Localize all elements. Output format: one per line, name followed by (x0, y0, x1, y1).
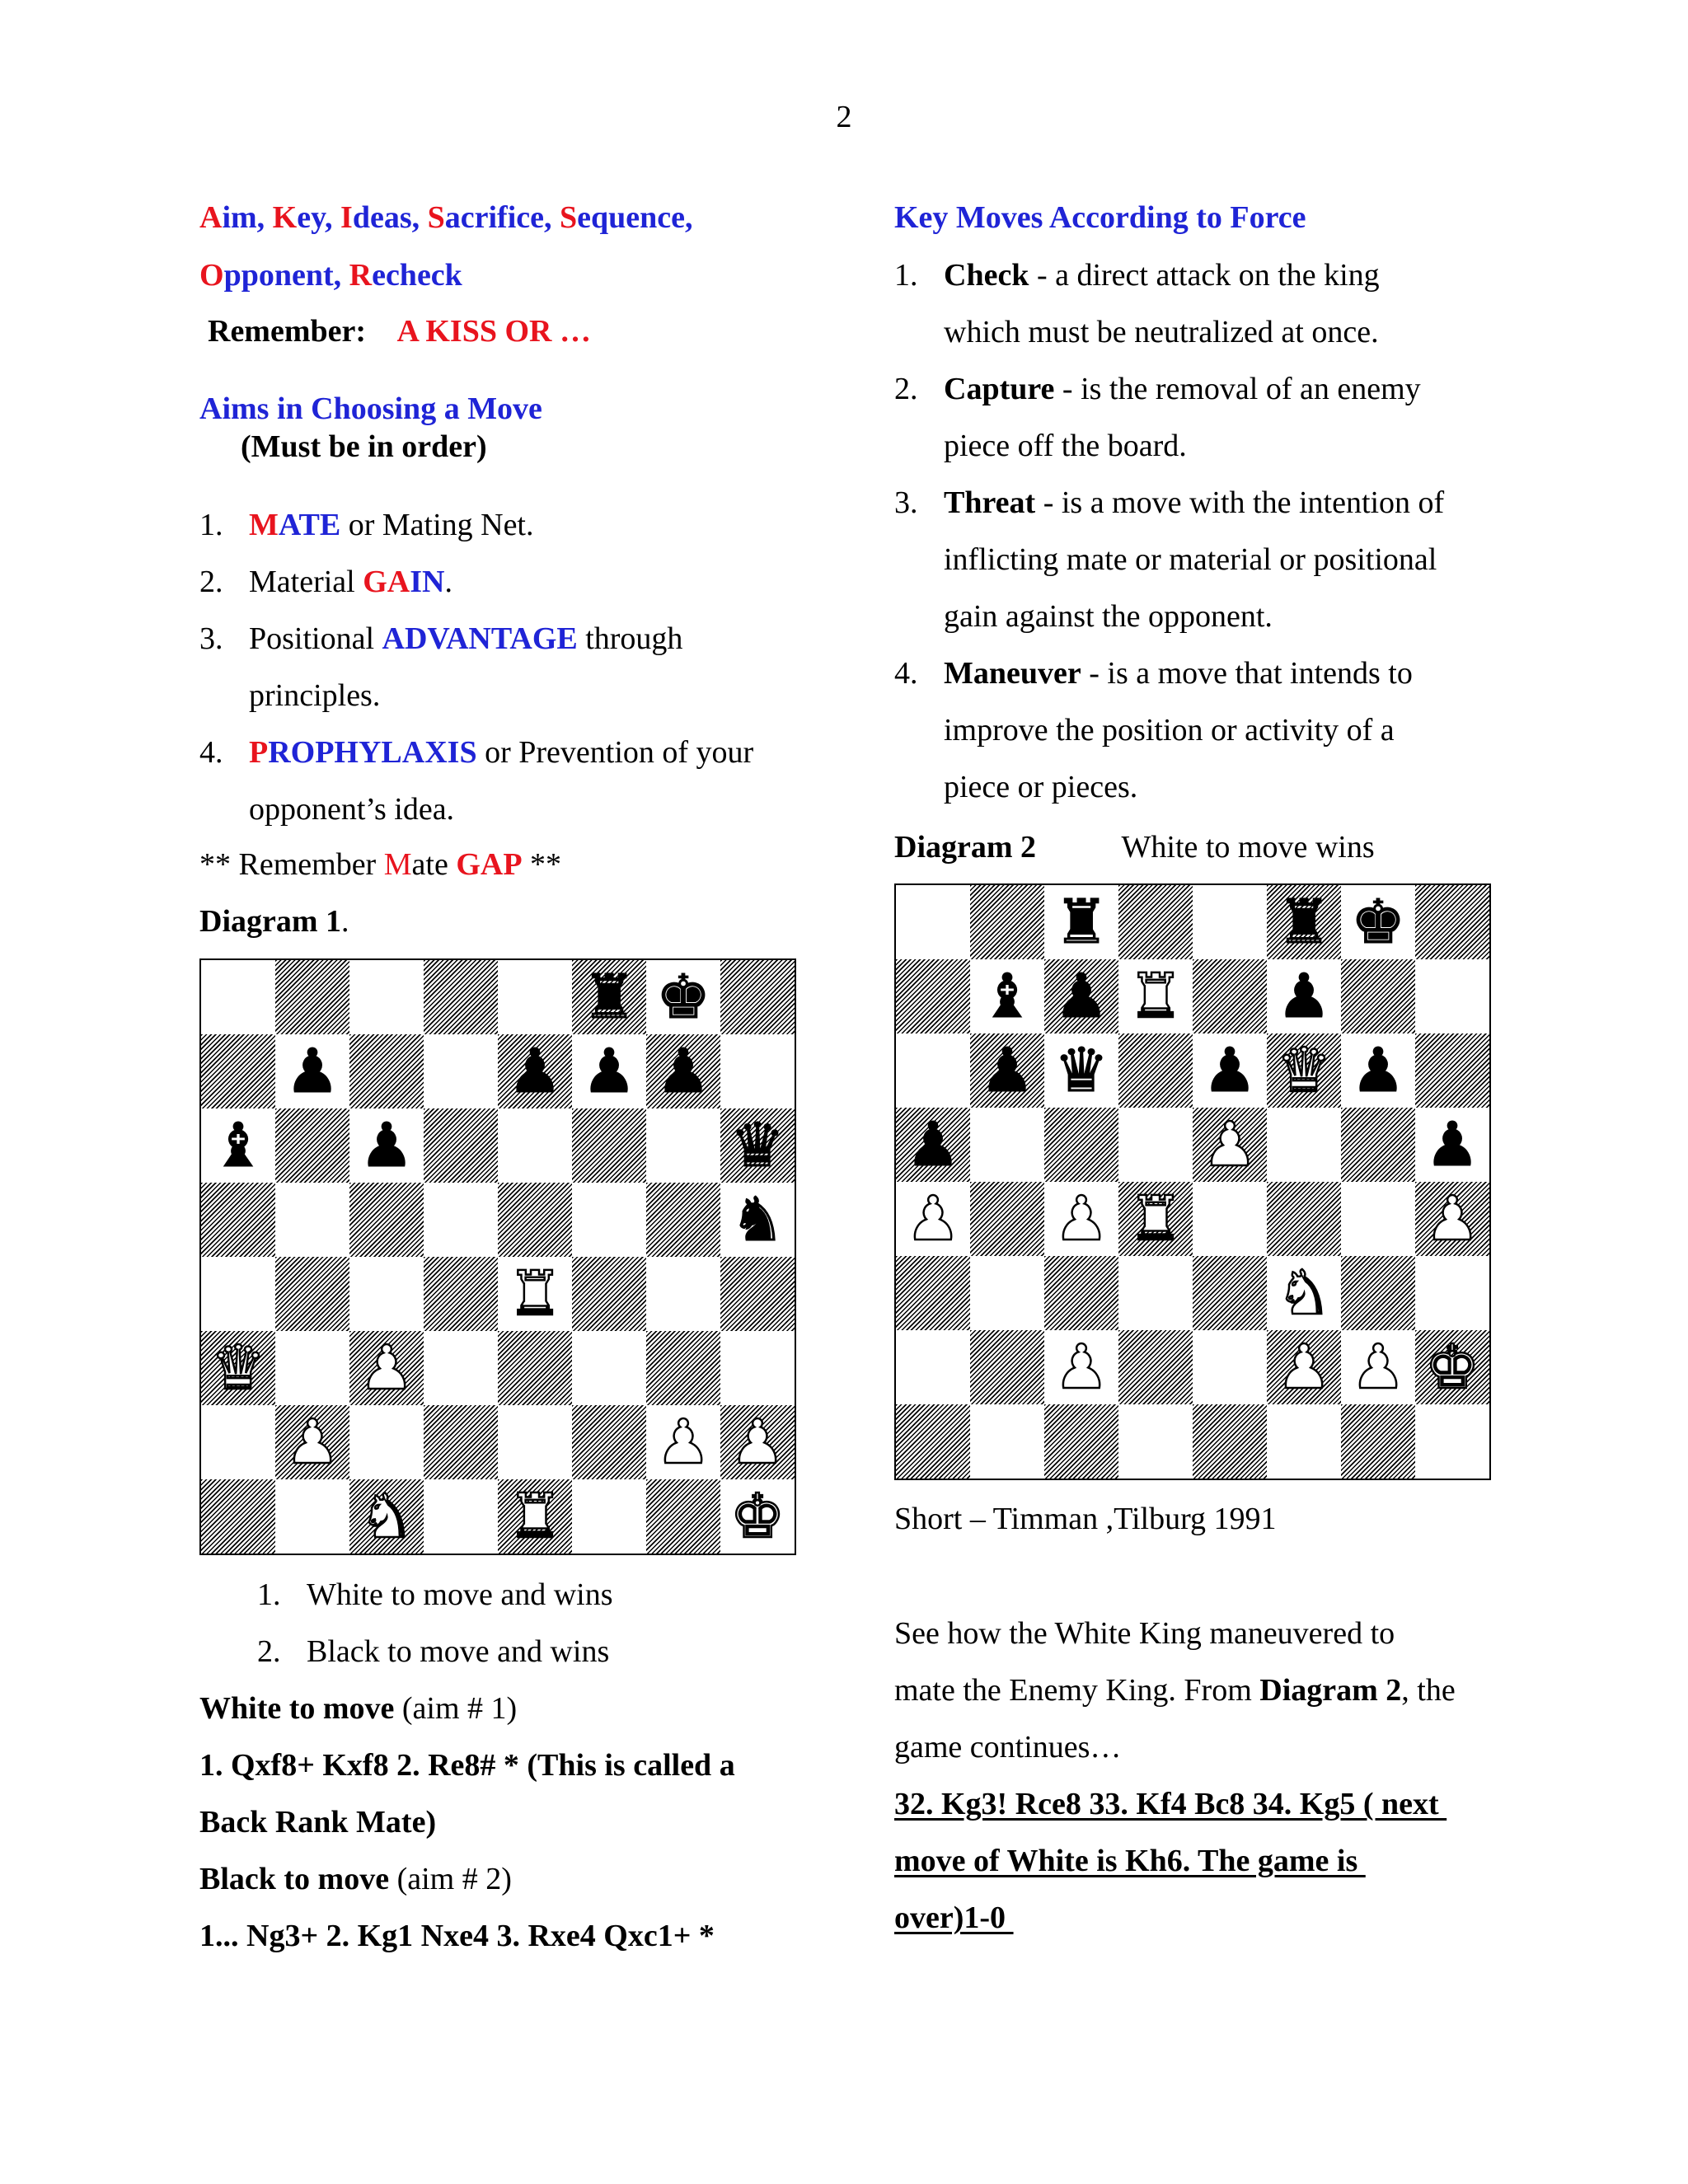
board-square (572, 1183, 646, 1257)
black-bishop-icon: ♝ (979, 961, 1035, 1032)
diagram2-label-line (894, 827, 1375, 867)
board-square (1267, 885, 1341, 959)
board-square (1193, 959, 1267, 1033)
diagram2-caption: White to move wins (1121, 830, 1375, 865)
board-square (1193, 1256, 1267, 1330)
board-square (201, 1331, 275, 1405)
board-square (424, 1108, 498, 1183)
black-pawn-icon: ♟ (1350, 1035, 1406, 1106)
text-fragment: ATE (278, 508, 341, 542)
board-square (498, 1257, 572, 1331)
board-square (1415, 1033, 1489, 1108)
black-pawn-icon: ♟ (1276, 961, 1332, 1032)
board-square (349, 1257, 424, 1331)
board-square (896, 885, 970, 959)
key-moves-heading: Key Moves According to Force (894, 200, 1306, 235)
aims-item (199, 790, 454, 829)
board-square (896, 1330, 970, 1404)
black-king-icon: ♚ (1350, 887, 1406, 958)
board-square (970, 1108, 1044, 1182)
white-queen-icon: ♛ (1276, 1035, 1332, 1106)
board-square (1193, 1108, 1267, 1182)
key-move-item: 2. Capture - is the removal of an enemy (894, 372, 1421, 406)
moves-line-3: over)1-0 (894, 1900, 1014, 1935)
black-pawn-icon: ♟ (507, 1036, 563, 1107)
white-pawn-icon: ♟ (1350, 1332, 1406, 1403)
board-square (349, 1034, 424, 1108)
black-rook-icon: ♜ (1053, 887, 1109, 958)
text-fragment: ROPHYLAXIS (268, 735, 477, 770)
text-fragment: M (383, 847, 412, 882)
text-fragment: echeck (372, 258, 462, 293)
white-king-icon: ♚ (729, 1481, 785, 1552)
board-square (275, 1405, 349, 1479)
text-fragment: ate (411, 847, 457, 882)
board-square (896, 959, 970, 1033)
aims-item-number: 3. (199, 621, 223, 656)
board-square (349, 1479, 424, 1554)
acronym-line-1 (199, 198, 693, 237)
black-to-move-line (199, 1859, 512, 1899)
board-square (498, 1479, 572, 1554)
white-pawn-icon: ♟ (1424, 1183, 1480, 1254)
white-knight-icon: ♞ (1276, 1258, 1332, 1329)
text-fragment: . (444, 565, 452, 599)
board-square (572, 1108, 646, 1183)
board-square (970, 1033, 1044, 1108)
board-square (201, 1479, 275, 1554)
board-square (1341, 885, 1415, 959)
text-fragment: ** Remember (199, 847, 384, 882)
moves-line-1: 32. Kg3! Rce8 33. Kf4 Bc8 34. Kg5 ( next (894, 1787, 1447, 1821)
board-square (1267, 1256, 1341, 1330)
board-square (275, 1034, 349, 1108)
board-square (1341, 1256, 1415, 1330)
board-square (275, 960, 349, 1034)
board-square (275, 1257, 349, 1331)
remember-mate-gap (199, 845, 561, 884)
black-queen-icon: ♛ (1053, 1035, 1109, 1106)
aims-item-number: 4. (199, 735, 223, 770)
key-move-term: Maneuver (944, 656, 1081, 691)
diagram1-label-line (199, 902, 349, 941)
board-square (1118, 1404, 1193, 1479)
board-square (720, 1405, 795, 1479)
board-square (1193, 885, 1267, 959)
white-pawn-icon: ♟ (905, 1183, 961, 1254)
black-pawn-icon: ♟ (1053, 961, 1109, 1032)
text-fragment: S (559, 200, 578, 235)
text-fragment: GAP (456, 847, 523, 882)
diagram1-task-2: 2. Black to move and wins (257, 1634, 610, 1669)
diagram2-board (894, 883, 1491, 1480)
board-square (349, 1331, 424, 1405)
board-square (970, 1330, 1044, 1404)
board-square (1415, 1256, 1489, 1330)
board-square (275, 1331, 349, 1405)
key-move-item: gain against the opponent. (944, 599, 1273, 634)
key-move-item: 1. Check - a direct attack on the king (894, 258, 1380, 293)
board-square (896, 1108, 970, 1182)
board-square (201, 1108, 275, 1183)
board-square (349, 1405, 424, 1479)
diagram2-label: Diagram 2 (894, 830, 1037, 865)
board-square (896, 1182, 970, 1256)
board-square (1044, 885, 1118, 959)
board-square (1118, 1108, 1193, 1182)
white-to-move-line (199, 1689, 517, 1728)
aims-item-number: 1. (199, 508, 223, 542)
board-square (646, 1108, 720, 1183)
text-fragment: A (199, 200, 223, 235)
black-queen-icon: ♛ (729, 1110, 785, 1181)
board-square (970, 1404, 1044, 1479)
diagram1-label-suffix: . (341, 904, 349, 939)
board-square (1415, 959, 1489, 1033)
key-move-term: Threat (944, 485, 1036, 520)
board-square (1044, 1182, 1118, 1256)
board-square (275, 1479, 349, 1554)
board-square (349, 1183, 424, 1257)
white-pawn-icon: ♟ (1276, 1332, 1332, 1403)
diagram2-ref: Diagram 2 (1259, 1673, 1402, 1708)
board-square (572, 1479, 646, 1554)
page-number: 2 (836, 100, 852, 134)
board-square (424, 1331, 498, 1405)
board-square (498, 1183, 572, 1257)
board-square (201, 1257, 275, 1331)
white-rook-icon: ♜ (507, 1258, 563, 1329)
key-move-item: 4. Maneuver - is a move that intends to (894, 656, 1413, 691)
board-square (1118, 885, 1193, 959)
board-square (970, 959, 1044, 1033)
aims-item (199, 733, 753, 772)
board-square (275, 1183, 349, 1257)
text-line-3: game continues… (894, 1730, 1122, 1765)
board-square (498, 1405, 572, 1479)
board-square (1341, 1182, 1415, 1256)
white-pawn-icon: ♟ (359, 1333, 415, 1404)
white-king-icon: ♚ (1424, 1332, 1480, 1403)
remember-value: A KISS OR … (396, 314, 591, 349)
white-pawn-icon: ♟ (1053, 1332, 1109, 1403)
black-solution: 1... Ng3+ 2. Kg1 Nxe4 3. Rxe4 Qxc1+ * (199, 1919, 715, 1953)
board-square (201, 1183, 275, 1257)
board-square (1193, 1033, 1267, 1108)
board-square (1341, 1330, 1415, 1404)
board-square (896, 1256, 970, 1330)
text-fragment: ** (522, 847, 562, 882)
black-to-move-aim: (aim # 2) (389, 1862, 512, 1896)
board-square (498, 960, 572, 1034)
board-square (1415, 885, 1489, 959)
text-line-1: See how the White King maneuvered to (894, 1616, 1395, 1651)
text-fragment: S (427, 200, 445, 235)
text-fragment: IN (410, 565, 445, 599)
aims-item-number: 2. (199, 565, 223, 599)
board-square (424, 1257, 498, 1331)
white-rook-icon: ♜ (1128, 1183, 1184, 1254)
board-square (970, 1182, 1044, 1256)
board-square (1267, 1330, 1341, 1404)
black-pawn-icon: ♟ (1424, 1109, 1480, 1180)
board-square (1044, 1033, 1118, 1108)
text-fragment: O (199, 258, 224, 293)
key-move-term: Capture (944, 372, 1055, 406)
board-square (646, 1479, 720, 1554)
board-square (424, 960, 498, 1034)
white-to-move-label: White to move (199, 1691, 395, 1726)
white-queen-icon: ♛ (210, 1333, 266, 1404)
board-square (720, 1034, 795, 1108)
board-square (1415, 1182, 1489, 1256)
white-to-move-aim: (aim # 1) (394, 1691, 518, 1726)
black-king-icon: ♚ (655, 962, 711, 1033)
remember-label: Remember: (208, 314, 367, 349)
black-pawn-icon: ♟ (284, 1036, 340, 1107)
black-pawn-icon: ♟ (979, 1035, 1035, 1106)
board-square (498, 1108, 572, 1183)
text-fragment: R (349, 258, 373, 293)
text-fragment: through (577, 621, 683, 656)
aims-item (199, 562, 452, 602)
board-square (572, 960, 646, 1034)
board-square (1415, 1108, 1489, 1182)
black-pawn-icon: ♟ (581, 1036, 637, 1107)
board-square (1118, 1033, 1193, 1108)
board-square (1044, 959, 1118, 1033)
board-square (896, 1404, 970, 1479)
board-square (498, 1331, 572, 1405)
board-square (1118, 1256, 1193, 1330)
board-square (720, 960, 795, 1034)
game-source: Short – Timman ,Tilburg 1991 (894, 1502, 1277, 1536)
board-square (201, 1405, 275, 1479)
black-to-move-label: Black to move (199, 1862, 390, 1896)
text-fragment: ey, (297, 200, 341, 235)
board-square (1341, 1033, 1415, 1108)
board-square (720, 1331, 795, 1405)
text-fragment: or Mating Net. (340, 508, 534, 542)
board-square (1267, 1108, 1341, 1182)
board-square (1267, 1033, 1341, 1108)
board-square (1193, 1330, 1267, 1404)
text-fragment: Positional (249, 621, 382, 656)
board-square (1415, 1404, 1489, 1479)
board-square (424, 1405, 498, 1479)
board-square (896, 1033, 970, 1108)
board-square (1267, 1182, 1341, 1256)
board-square (572, 1331, 646, 1405)
board-square (1044, 1108, 1118, 1182)
key-move-term: Check (944, 258, 1029, 293)
black-pawn-icon: ♟ (359, 1110, 415, 1181)
board-square (572, 1405, 646, 1479)
board-square (720, 1183, 795, 1257)
board-square (646, 1183, 720, 1257)
board-square (720, 1108, 795, 1183)
white-pawn-icon: ♟ (655, 1407, 711, 1478)
key-move-item: improve the position or activity of a (944, 713, 1395, 748)
board-square (1044, 1404, 1118, 1479)
text-fragment: I (340, 200, 353, 235)
board-square (646, 960, 720, 1034)
board-square (1267, 1404, 1341, 1479)
diagram1-board (199, 958, 796, 1555)
board-square (720, 1257, 795, 1331)
black-rook-icon: ♜ (581, 962, 637, 1033)
board-square (1044, 1256, 1118, 1330)
board-square (1118, 1330, 1193, 1404)
board-square (1044, 1330, 1118, 1404)
black-pawn-icon: ♟ (905, 1109, 961, 1180)
text-fragment: K (272, 200, 298, 235)
board-square (720, 1479, 795, 1554)
key-move-item: which must be neutralized at once. (944, 315, 1379, 349)
text-fragment: M (249, 508, 279, 542)
black-knight-icon: ♞ (729, 1184, 785, 1255)
board-square (498, 1034, 572, 1108)
board-square (970, 885, 1044, 959)
board-square (424, 1183, 498, 1257)
board-square (275, 1108, 349, 1183)
board-square (1193, 1404, 1267, 1479)
board-square (1118, 1182, 1193, 1256)
board-square (646, 1034, 720, 1108)
board-square (572, 1034, 646, 1108)
text-fragment: principles. (249, 678, 381, 713)
aims-subheading: (Must be in order) (241, 429, 487, 464)
board-square (1341, 959, 1415, 1033)
text-fragment: opponent’s idea. (249, 792, 455, 827)
text-fragment: equence, (577, 200, 693, 235)
acronym-line-2 (199, 255, 462, 295)
diagram1-task-1: 1. White to move and wins (257, 1577, 613, 1612)
aims-item (199, 505, 534, 545)
key-move-item: 3. Threat - is a move with the intention of (894, 485, 1445, 520)
board-square (646, 1405, 720, 1479)
board-square (646, 1257, 720, 1331)
board-square (349, 1108, 424, 1183)
black-pawn-icon: ♟ (1202, 1035, 1258, 1106)
board-square (1267, 959, 1341, 1033)
white-pawn-icon: ♟ (729, 1407, 785, 1478)
text-fragment: or Prevention of your (476, 735, 754, 770)
board-square (1118, 959, 1193, 1033)
black-bishop-icon: ♝ (210, 1110, 266, 1181)
text-fragment: ADVANTAGE (382, 621, 578, 656)
white-pawn-icon: ♟ (1202, 1109, 1258, 1180)
aims-heading: Aims in Choosing a Move (199, 391, 542, 426)
aims-item (199, 676, 380, 715)
aims-item (199, 619, 682, 658)
text-fragment: deas, (352, 200, 428, 235)
white-rook-icon: ♜ (1128, 961, 1184, 1032)
text-fragment: im, (222, 200, 273, 235)
board-square (646, 1331, 720, 1405)
text-fragment: pponent, (223, 258, 349, 293)
text-fragment: Material (249, 565, 363, 599)
white-rook-icon: ♜ (507, 1481, 563, 1552)
key-move-item: piece or pieces. (944, 770, 1138, 804)
text-fragment: GA (363, 565, 410, 599)
moves-line-2: move of White is Kh6. The game is (894, 1844, 1366, 1878)
diagram1-label: Diagram 1 (199, 904, 342, 939)
board-square (349, 960, 424, 1034)
white-knight-icon: ♞ (359, 1481, 415, 1552)
text-fragment: P (249, 735, 269, 770)
black-rook-icon: ♜ (1276, 887, 1332, 958)
board-square (1341, 1108, 1415, 1182)
board-square (1193, 1182, 1267, 1256)
board-square (424, 1034, 498, 1108)
white-pawn-icon: ♟ (1053, 1183, 1109, 1254)
board-square (970, 1256, 1044, 1330)
white-solution-line-2: Back Rank Mate) (199, 1805, 437, 1840)
remember-line (208, 312, 591, 351)
text-line-2: mate the Enemy King. From Diagram 2, the (894, 1673, 1456, 1708)
black-pawn-icon: ♟ (655, 1036, 711, 1107)
white-solution-line-1: 1. Qxf8+ Kxf8 2. Re8# * (This is called a (199, 1748, 735, 1783)
key-move-item: inflicting mate or material or positional (944, 542, 1437, 577)
board-square (201, 1034, 275, 1108)
key-move-item: piece off the board. (944, 429, 1187, 463)
board-square (572, 1257, 646, 1331)
board-square (1341, 1404, 1415, 1479)
text-fragment: acrifice, (444, 200, 560, 235)
board-square (424, 1479, 498, 1554)
board-square (1415, 1330, 1489, 1404)
white-pawn-icon: ♟ (284, 1407, 340, 1478)
board-square (201, 960, 275, 1034)
